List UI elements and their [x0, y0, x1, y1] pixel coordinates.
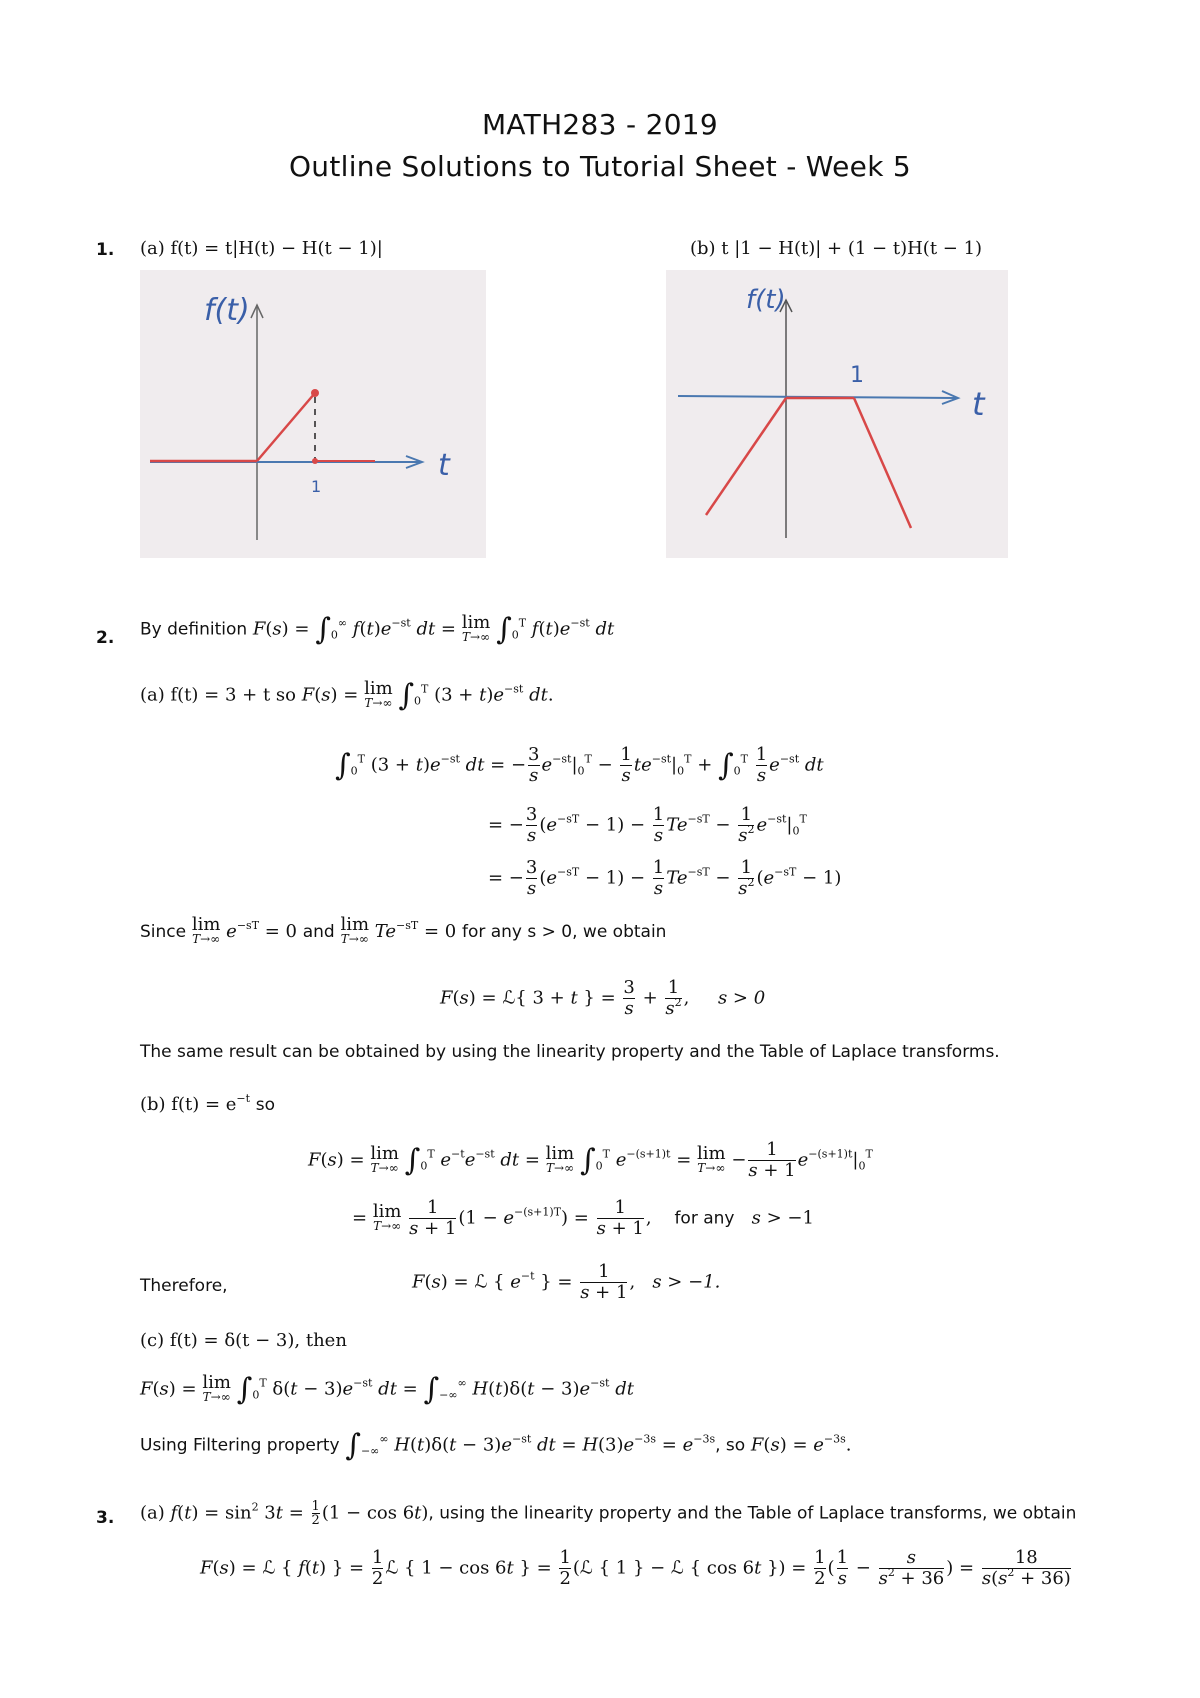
q2b-therefore: Therefore, — [140, 1276, 228, 1296]
q2c-derivation: F(s) = lim T→∞ $\int_0^T$ $\delta(t - 3)e^{-st}$ dt = $\int_{-\infty}^\infty$ $H(t)\delta(t - 3)e^{-st}$ dt — [140, 1371, 634, 1407]
q2b-label: (b) f(t) = e — [140, 1094, 237, 1115]
q2-definition-text: By definition — [140, 619, 248, 640]
q2b-derivation-line1: F(s) = lim T→∞ $\int_0^T$ $e^{-t}e^{-st}$ dt = lim T→∞ $\int_0^T$ $e^{-(s+1)t} = \lim$ T→∞ − $\frac{1}{s + 1}$ $e^{-(s+1)t}|_0^T$ — [308, 1139, 873, 1181]
figure-b-plot — [666, 270, 1008, 558]
figure-a-base-dot — [312, 458, 318, 464]
q2a-since-text: Since — [140, 922, 187, 942]
q2b-so: so — [255, 1095, 276, 1115]
q1-part-b-label: (b) t |1 − H(t)| + (1 − t)H(t − 1) — [690, 238, 983, 259]
question-1-number: 1. — [96, 240, 115, 260]
document-subtitle: Outline Solutions to Tutorial Sheet - Week 5 — [288, 150, 912, 183]
q2a-derivation-line2: = − $\frac{3}{s}$ $(e^{-sT} - 1)$ − $\frac{1}{s}$ $Te^{-sT}$ − $\frac{1}{s^2}$ $e^{-st}|_0^T$ — [488, 804, 807, 846]
figure-a — [140, 270, 486, 558]
figure-b — [666, 270, 1008, 558]
q3a-text: , using the linearity property and the Table of Laplace transforms, we obtain — [428, 1503, 1077, 1524]
q2b-result: F(s) = ℒ { $e^{-t}$ } = $\frac{1}{s + 1}$ , s > −1. — [412, 1261, 721, 1303]
figure-b-xlabel: t — [972, 385, 985, 423]
q2a-since: Since lim T→∞ $e^{-sT} = 0$ and lim T→∞ $Te^{-sT} = 0$ for any s > 0, we obtain — [140, 914, 667, 946]
q2a-derivation-line3: = − $\frac{3}{s}$ $(e^{-sT} - 1)$ − $\frac{1}{s}$ $Te^{-sT}$ − $\frac{1}{s^2}$ $(e^{-sT} - 1)$ — [488, 857, 842, 899]
q2c-filtering-text: Using Filtering property — [140, 1435, 340, 1456]
q3a-statement: (a) $f(t) = \sin^2 3t$ = $\frac{1}{2}$ (1 − cos 6t), using the linearity property and the Table of Laplace transforms, we obtain — [140, 1499, 1077, 1528]
q2a-same-result: The same result can be obtained by using the linearity property and the Table of Laplace transforms. — [140, 1042, 1000, 1062]
figure-a-plot — [140, 270, 486, 558]
q2b-setup: (b) $f(t) = e^{-t}$ so — [140, 1092, 276, 1115]
q2a-result: F(s) = ℒ{ 3 + t } = $\frac{3}{s}$ + $\frac{1}{s^2}$ , s > 0 — [440, 977, 766, 1019]
question-3-number: 3. — [96, 1508, 115, 1528]
figure-b-right-ramp — [854, 398, 911, 528]
q3a-result: F(s) = ℒ { f(t) } = $\frac{1}{2}$ ℒ { 1 − cos 6t } = $\frac{1}{2}$ (ℒ { 1 } − ℒ { cos 6t }) = $\frac{1}{2}$ ( $\frac{1}{s}$ − $\frac{s}{s^2 + 36}$ ) = $\frac{18}{s(s^2 + 36)}$ — [200, 1547, 1071, 1589]
q2c-label: (c) f(t) = δ(t − 3), then — [140, 1330, 347, 1351]
q2a-and-text: and — [302, 922, 335, 942]
figure-b-tick-label: 1 — [850, 363, 864, 388]
q2c-filtering: Using Filtering property $\int_{-\infty}^\infty$ $H(t)\delta(t - 3)e^{-st}$ dt = $H(3)e^{-3s} = e^{-3s}$, so $F(s) = e^{-3s}$. — [140, 1428, 852, 1463]
q2a-for-any-text: for any s > 0, we obtain — [461, 922, 667, 942]
q2b-derivation-line2: = lim T→∞ $\frac{1}{s + 1}$ $(1 - e^{-(s+1)T})$ = $\frac{1}{s + 1}$ , for any s > −1 — [352, 1197, 814, 1239]
question-2-number: 2. — [96, 628, 115, 648]
figure-a-xlabel: t — [438, 448, 450, 483]
figure-b-ylabel: f(t) — [746, 285, 786, 315]
q2a-derivation-line1: $\int_0^T$ $(3 + t)e^{-st}$ dt = − $\frac{3}{s}$ $e^{-st}|_0^T$ − $\frac{1}{s}$ $te^{-st}|_0^T + \int_0^T$ $\frac{1}{s}$ $e^{-st}$ dt — [335, 744, 824, 786]
q2c-so: , so — [715, 1435, 746, 1456]
q2a-result-condition: s > 0 — [717, 987, 766, 1009]
q2a-setup: (a) f(t) = 3 + t so F(s) = lim T→∞ $\int_0^T$ $(3 + t)e^{-st}$ dt. — [140, 677, 554, 713]
figure-a-peak-dot — [311, 389, 319, 397]
figure-a-tick-label: 1 — [311, 477, 322, 496]
figure-a-ramp-segment — [257, 393, 315, 461]
q2-definition: By definition $F(s) = \int_0^\infty$ $f(t)e^{-st}$ dt = lim T→∞ $\int_0^T$ $f(t)e^{-st}$ dt — [140, 611, 615, 647]
figure-b-left-ramp — [706, 398, 786, 515]
document-title: MATH283 - 2019 — [481, 108, 719, 141]
q2b-for-any: for any — [674, 1208, 735, 1229]
q1-part-a-label: (a) f(t) = t|H(t) − H(t − 1)| — [140, 238, 383, 259]
q2b-result-condition: s > −1. — [652, 1271, 721, 1293]
figure-a-ylabel: f(t) — [204, 293, 250, 328]
q2a-label: (a) f(t) = 3 + t so — [140, 684, 296, 706]
